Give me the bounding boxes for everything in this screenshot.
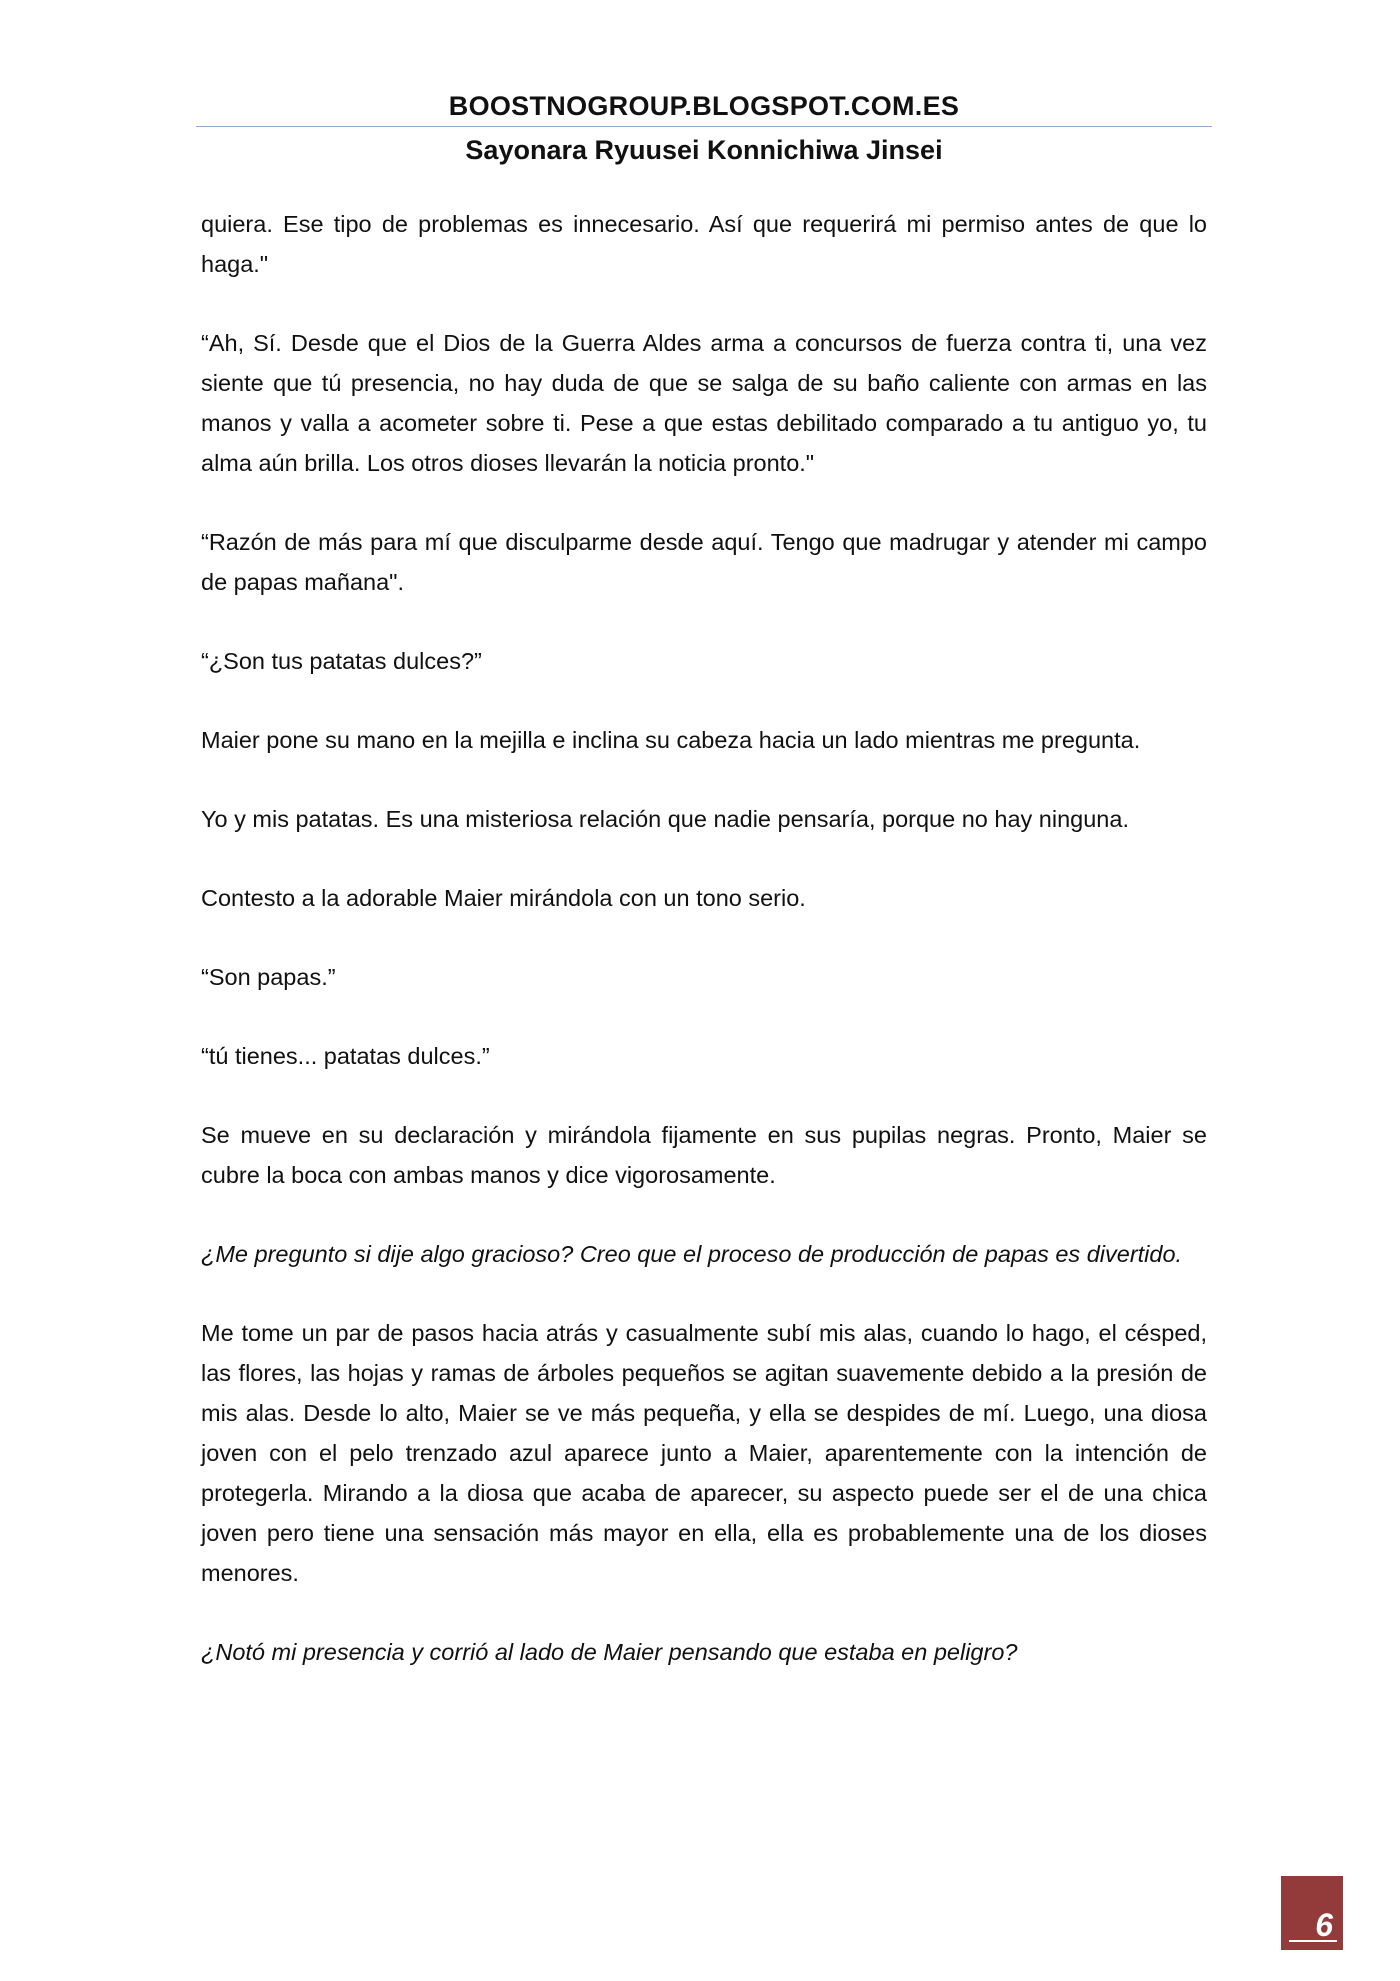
paragraph: Yo y mis patatas. Es una misteriosa relación que nadie pensaría, porque no hay ninguna. <box>201 806 1129 832</box>
paragraph: Maier pone su mano en la mejilla e inclina su cabeza hacia un lado mientras me pregunta. <box>201 727 1141 753</box>
header-divider <box>196 126 1212 127</box>
site-title: BOOSTNOGROUP.BLOGSPOT.COM.ES <box>448 91 960 121</box>
book-title: Sayonara Ryuusei Konnichiwa Jinsei <box>465 135 943 165</box>
paragraph: quiera. Ese tipo de problemas es innecesario. Así que requerirá mi permiso antes de que lo haga." <box>201 211 1207 277</box>
paragraph: Contesto a la adorable Maier mirándola con un tono serio. <box>201 885 806 911</box>
paragraph: Se mueve en su declaración y mirándola fijamente en sus pupilas negras. Pronto, Maier se cubre la boca con ambas manos y dice vigorosamente. <box>201 1122 1207 1188</box>
paragraph: “Son papas.” <box>201 964 336 990</box>
paragraph: “Razón de más para mí que disculparme desde aquí. Tengo que madrugar y atender mi campo de papas mañana". <box>201 529 1207 595</box>
page-header <box>196 88 1212 168</box>
italic-paragraph: ¿Notó mi presencia y corrió al lado de Maier pensando que estaba en peligro? <box>201 1639 1018 1665</box>
page-number-underline <box>1289 1940 1337 1942</box>
page-number: 6 <box>1315 1907 1333 1943</box>
paragraph: “Ah, Sí. Desde que el Dios de la Guerra Aldes arma a concursos de fuerza contra ti, una vez siente que tú presencia, no hay duda de que se salga de su baño caliente con armas en las manos y valla a acometer sobre ti. Pese a que estas debilitado comparado a tu antiguo yo, tu alma aún brilla. Los otros dioses llevarán la noticia pronto." <box>201 330 1207 476</box>
paragraph: “¿Son tus patatas dulces?” <box>201 648 482 674</box>
page-number-badge <box>1281 1876 1343 1950</box>
paragraph: Me tome un par de pasos hacia atrás y casualmente subí mis alas, cuando lo hago, el césped, las flores, las hojas y ramas de árboles pequeños se agitan suavemente debido a la presión de mis alas. Desde lo alto, Maier se ve más pequeña, y ella se despides de mí. Luego, una diosa joven con el pelo trenzado azul aparece junto a Maier, aparentemente con la intención de protegerla. Mirando a la diosa que acaba de aparecer, su aspecto puede ser el de una chica joven pero tiene una sensación más mayor en ella, ella es probablemente una de los dioses menores. <box>201 1320 1207 1586</box>
document-body <box>201 204 1207 1711</box>
italic-paragraph: ¿Me pregunto si dije algo gracioso? Creo que el proceso de producción de papas es divertido. <box>201 1241 1183 1267</box>
paragraph: “tú tienes... patatas dulces.” <box>201 1043 490 1069</box>
